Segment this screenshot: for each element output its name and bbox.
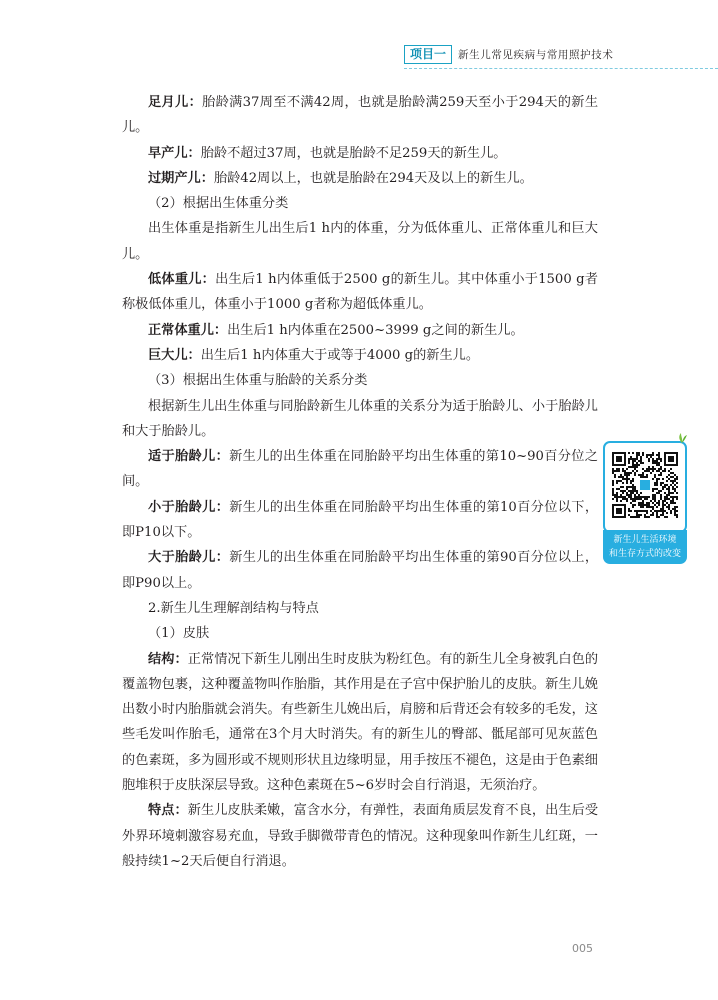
paragraph bbox=[122, 90, 598, 141]
paragraph-text: 出生体重是指新生儿出生后1 h内的体重，分为低体重儿、正常体重儿和巨大儿。 bbox=[122, 221, 598, 262]
term-label: 大于胎龄儿： bbox=[148, 550, 230, 566]
running-header bbox=[404, 44, 613, 64]
paragraph bbox=[122, 141, 598, 166]
paragraph bbox=[122, 647, 598, 799]
paragraph-text: 出生后1 h内体重低于2500 g的新生儿。其中体重小于1500 g者称极低体重儿，体重小于1000 g者称为超低体重儿。 bbox=[122, 272, 598, 313]
page-number: 005 bbox=[572, 942, 593, 955]
term-label: 足月儿： bbox=[148, 95, 203, 110]
leaf-icon bbox=[677, 433, 687, 443]
paragraph-text: 胎龄不超过37周，也就是胎龄不足259天的新生儿。 bbox=[200, 145, 507, 161]
paragraph-text: 出生后1 h内体重在2500~3999 g之间的新生儿。 bbox=[227, 322, 524, 338]
paragraph-text: 胎龄42周以上，也就是胎龄在294天及以上的新生儿。 bbox=[213, 170, 533, 186]
paragraph bbox=[122, 267, 598, 318]
paragraph bbox=[122, 191, 598, 216]
term-label: 小于胎龄儿： bbox=[148, 499, 230, 515]
term-label: 结构： bbox=[148, 651, 188, 667]
term-label: 早产儿： bbox=[148, 145, 201, 161]
paragraph-text: 新生儿皮肤柔嫩，富含水分，有弹性，表面角质层发育不良，出生后受外界环境刺激容易充血，导致手脚微带青色的情况。这种现象叫作新生儿红斑，一般持续1~2天后便自行消退。 bbox=[122, 803, 599, 869]
header-divider bbox=[404, 68, 718, 69]
qr-caption-line-1: 新生儿生活环境 bbox=[613, 535, 677, 545]
project-tag: 项目一 bbox=[404, 45, 452, 64]
paragraph bbox=[122, 368, 598, 393]
paragraph bbox=[122, 318, 598, 343]
term-label: 适于胎龄儿： bbox=[148, 449, 230, 465]
paragraph-text: （2）根据出生体重分类 bbox=[148, 196, 289, 212]
term-label: 低体重儿： bbox=[148, 272, 216, 288]
paragraph-text: 新生儿的出生体重在同胎龄平均出生体重的第90百分位以上，即P90以上。 bbox=[122, 550, 599, 591]
paragraph-text: 正常情况下新生儿刚出生时皮肤为粉红色。有的新生儿全身被乳白色的覆盖物包裹，这种覆盖物叫作胎脂，其作用是在子宫中保护胎儿的皮肤。新生儿娩出数小时内胎脂就会消失。有些新生儿娩出后，肩膀和后背还会有较多的毛发，这些毛发叫作胎毛，通常在3个月大时消失。有的新生儿的臀部、骶尾部可见灰蓝色的色素斑，多为圆形或不规则形状且边缘明显，用手按压不褪色，这是由于色素细胞堆积于皮肤深层导致。这种色素斑在5~6岁时会自行消退，无须治疗。 bbox=[122, 651, 599, 794]
qr-code-icon[interactable] bbox=[612, 452, 678, 518]
paragraph-text: （3）根据出生体重与胎龄的关系分类 bbox=[148, 373, 368, 389]
paragraph bbox=[122, 545, 598, 596]
paragraph bbox=[122, 444, 598, 495]
qr-caption bbox=[603, 530, 687, 564]
qr-resource-card[interactable] bbox=[603, 441, 687, 561]
paragraph-text: 胎龄满37周至不满42周，也就是胎龄满259天至小于294天的新生儿。 bbox=[122, 95, 599, 136]
term-label: 巨大儿： bbox=[148, 347, 201, 363]
paragraph bbox=[122, 798, 598, 874]
qr-caption-line-2: 和生存方式的改变 bbox=[608, 549, 681, 559]
paragraph bbox=[122, 216, 598, 267]
paragraph-text: 新生儿的出生体重在同胎龄平均出生体重的第10百分位以下，即P10以下。 bbox=[122, 499, 599, 541]
paragraph-text: （1）皮肤 bbox=[148, 626, 210, 642]
paragraph bbox=[122, 621, 598, 646]
term-label: 过期产儿： bbox=[148, 170, 214, 186]
paragraph-text: 2.新生儿生理解剖结构与特点 bbox=[148, 600, 319, 616]
paragraph bbox=[122, 596, 598, 621]
chapter-title: 新生儿常见疾病与常用照护技术 bbox=[458, 48, 614, 61]
paragraph bbox=[122, 166, 598, 191]
body-text bbox=[122, 90, 598, 874]
paragraph-text: 根据新生儿出生体重与同胎龄新生儿体重的关系分为适于胎龄儿、小于胎龄儿和大于胎龄儿。 bbox=[122, 398, 598, 439]
paragraph-text: 出生后1 h内体重大于或等于4000 g的新生儿。 bbox=[200, 347, 480, 363]
term-label: 正常体重儿： bbox=[148, 322, 228, 338]
paragraph bbox=[122, 394, 598, 445]
paragraph bbox=[122, 495, 598, 546]
paragraph-text: 新生儿的出生体重在同胎龄平均出生体重的第10~90百分位之间。 bbox=[122, 449, 598, 490]
qr-frame bbox=[603, 441, 687, 533]
term-label: 特点： bbox=[148, 803, 188, 819]
paragraph bbox=[122, 343, 598, 368]
